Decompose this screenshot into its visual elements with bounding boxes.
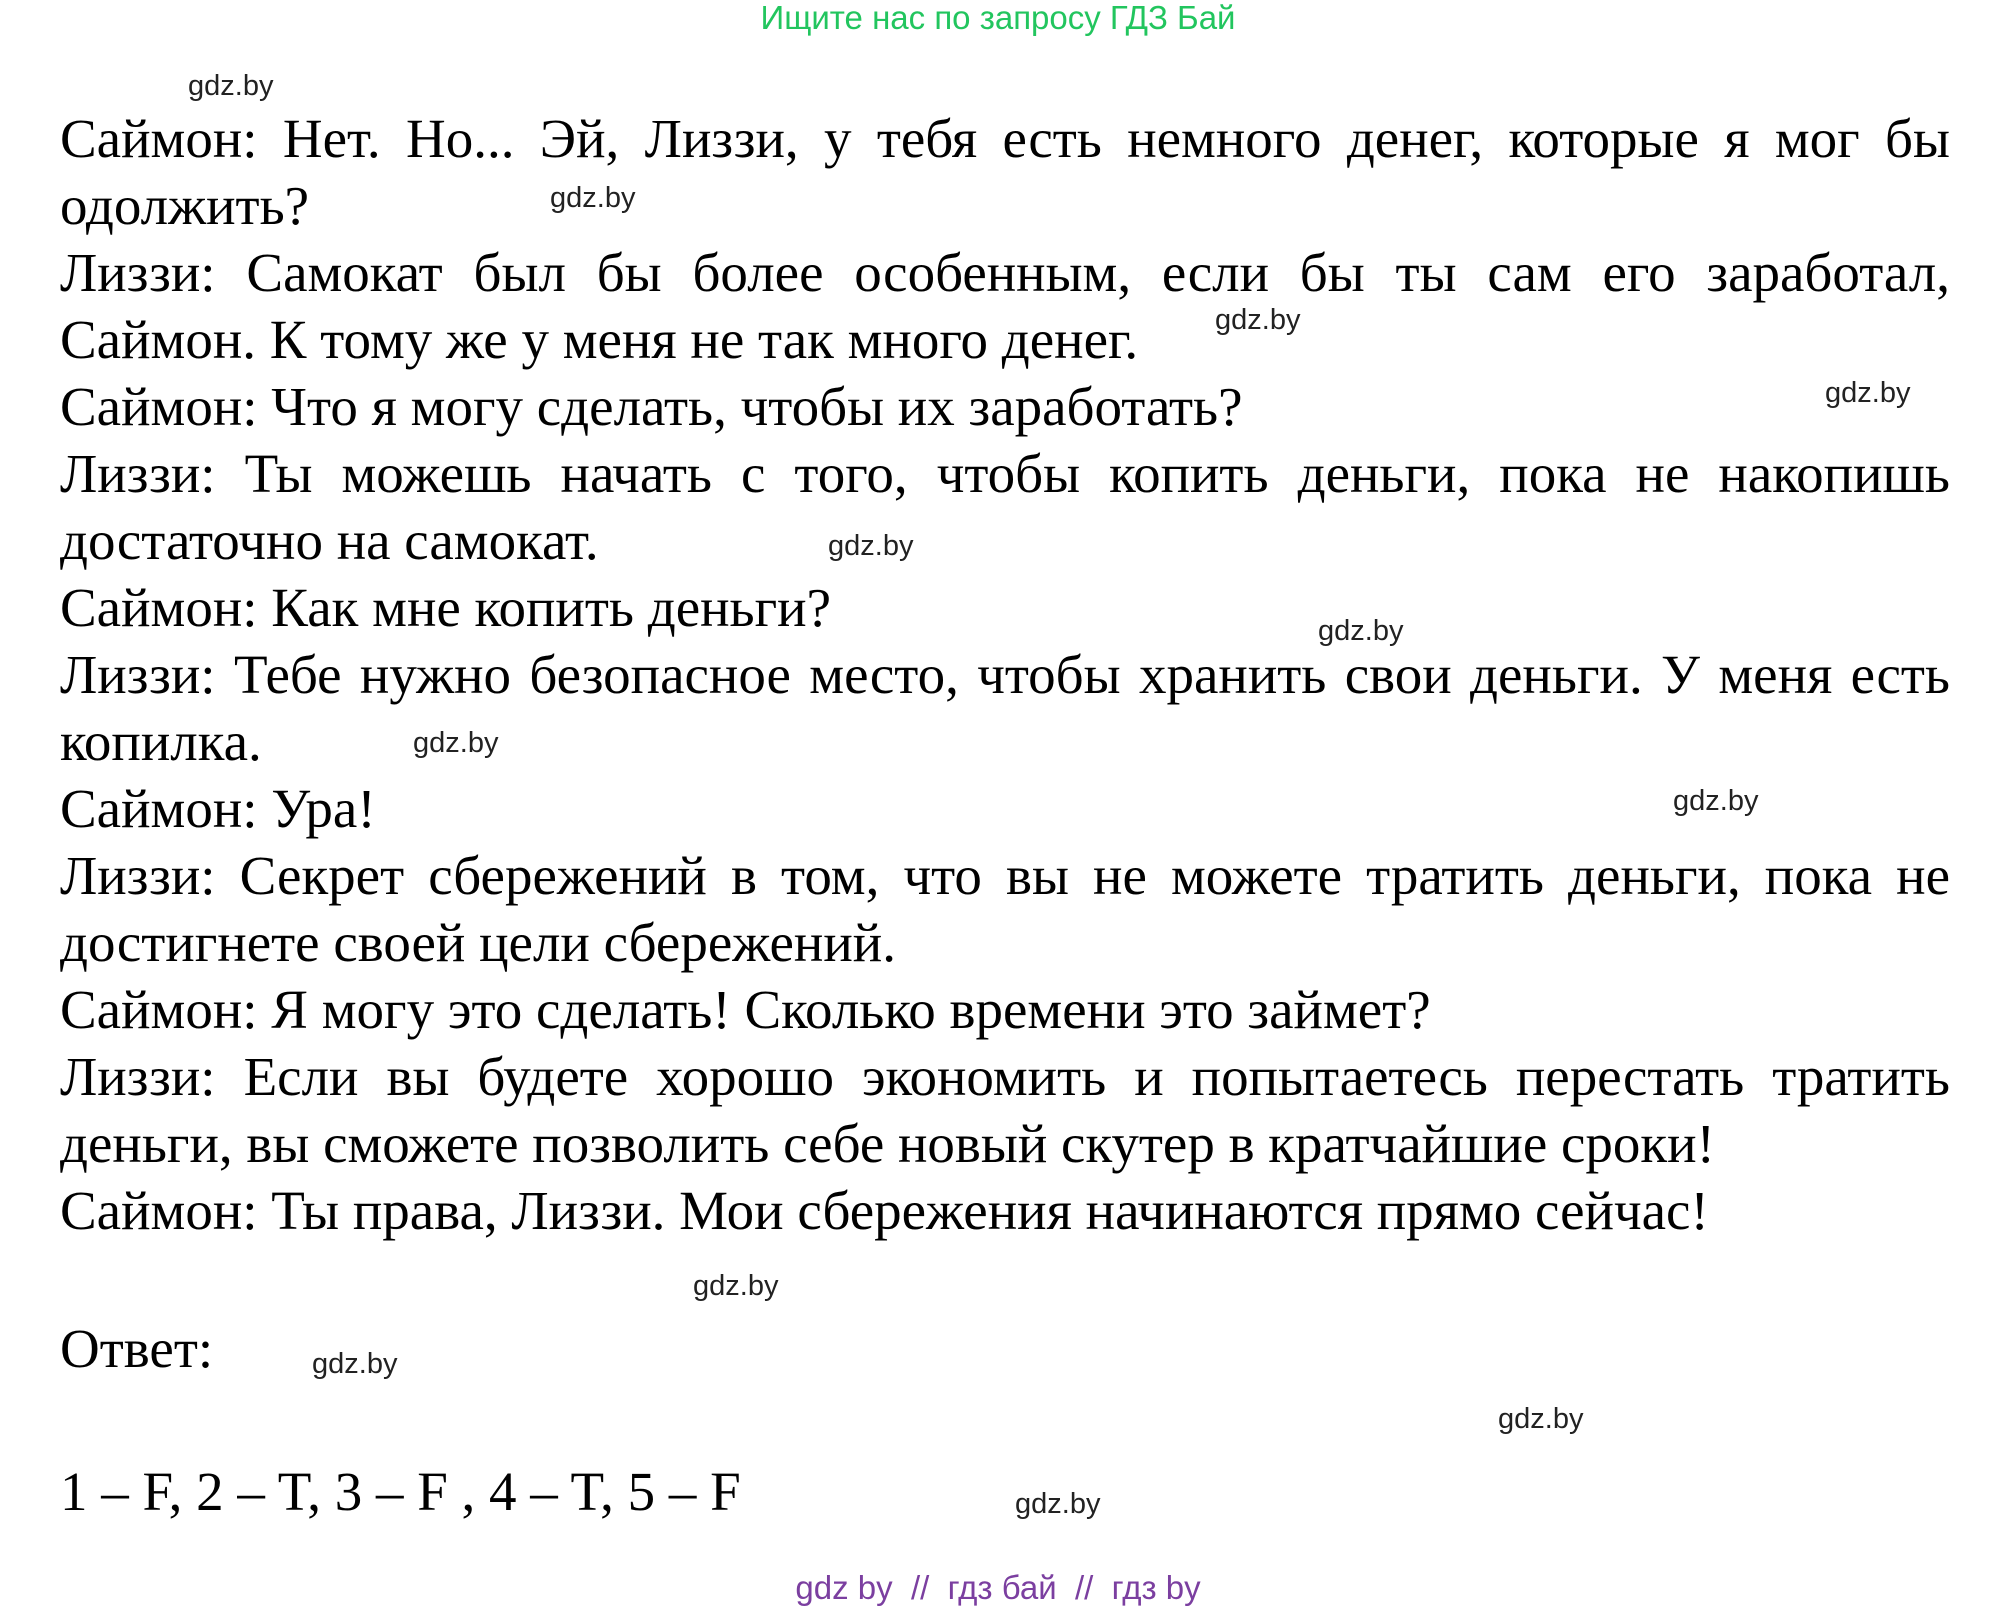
search-banner: Ищите нас по запросу ГДЗ Бай (760, 0, 1236, 36)
watermark: gdz.by (1015, 1488, 1101, 1520)
watermark: gdz.by (1825, 377, 1911, 409)
dialogue-line: Лиззи: Если вы будете хорошо экономить и попытаетесь перестать тратить деньги, вы сможете позволить себе новый скутер в кратчайшие сроки! (60, 1046, 1950, 1174)
answer-label: Ответ: (60, 1318, 214, 1379)
dialogue-line: Саймон: Ты права, Лиззи. Мои сбережения начинаются прямо сейчас! (60, 1180, 1709, 1241)
watermark: gdz.by (312, 1348, 398, 1380)
watermark: gdz.by (550, 182, 636, 214)
footer-links: gdz by // гдз бай // гдз by (795, 1569, 1201, 1606)
watermark: gdz.by (413, 727, 499, 759)
dialogue-line: Саймон: Что я могу сделать, чтобы их заработать? (60, 376, 1243, 437)
watermark: gdz.by (1215, 304, 1301, 336)
dialogue-line: Лиззи: Ты можешь начать с того, чтобы копить деньги, пока не накопишь достаточно на самокат. (60, 443, 1950, 571)
dialogue-text (60, 105, 1950, 1244)
dialogue-line: Саймон: Как мне копить деньги? (60, 577, 832, 638)
answer-text: 1 – F, 2 – T, 3 – F , 4 – T, 5 – F (60, 1461, 741, 1522)
dialogue-line: Лиззи: Тебе нужно безопасное место, чтобы хранить свои деньги. У меня есть копилка. (60, 644, 1950, 772)
dialogue-line: Лиззи: Самокат был бы более особенным, если бы ты сам его заработал, Саймон. К тому же у меня не так много денег. (60, 242, 1950, 370)
watermark: gdz.by (188, 70, 274, 102)
dialogue-line: Саймон: Нет. Но... Эй, Лиззи, у тебя есть немного денег, которые я мог бы одолжить? (60, 108, 1950, 236)
watermark: gdz.by (828, 530, 914, 562)
dialogue-line: Саймон: Я могу это сделать! Сколько времени это займет? (60, 979, 1431, 1040)
dialogue-line: Саймон: Ура! (60, 778, 376, 839)
watermark: gdz.by (1498, 1403, 1584, 1435)
watermark: gdz.by (693, 1270, 779, 1302)
watermark: gdz.by (1673, 785, 1759, 817)
watermark: gdz.by (1318, 615, 1404, 647)
dialogue-line: Лиззи: Секрет сбережений в том, что вы не можете тратить деньги, пока не достигнете своей цели сбережений. (60, 845, 1950, 973)
